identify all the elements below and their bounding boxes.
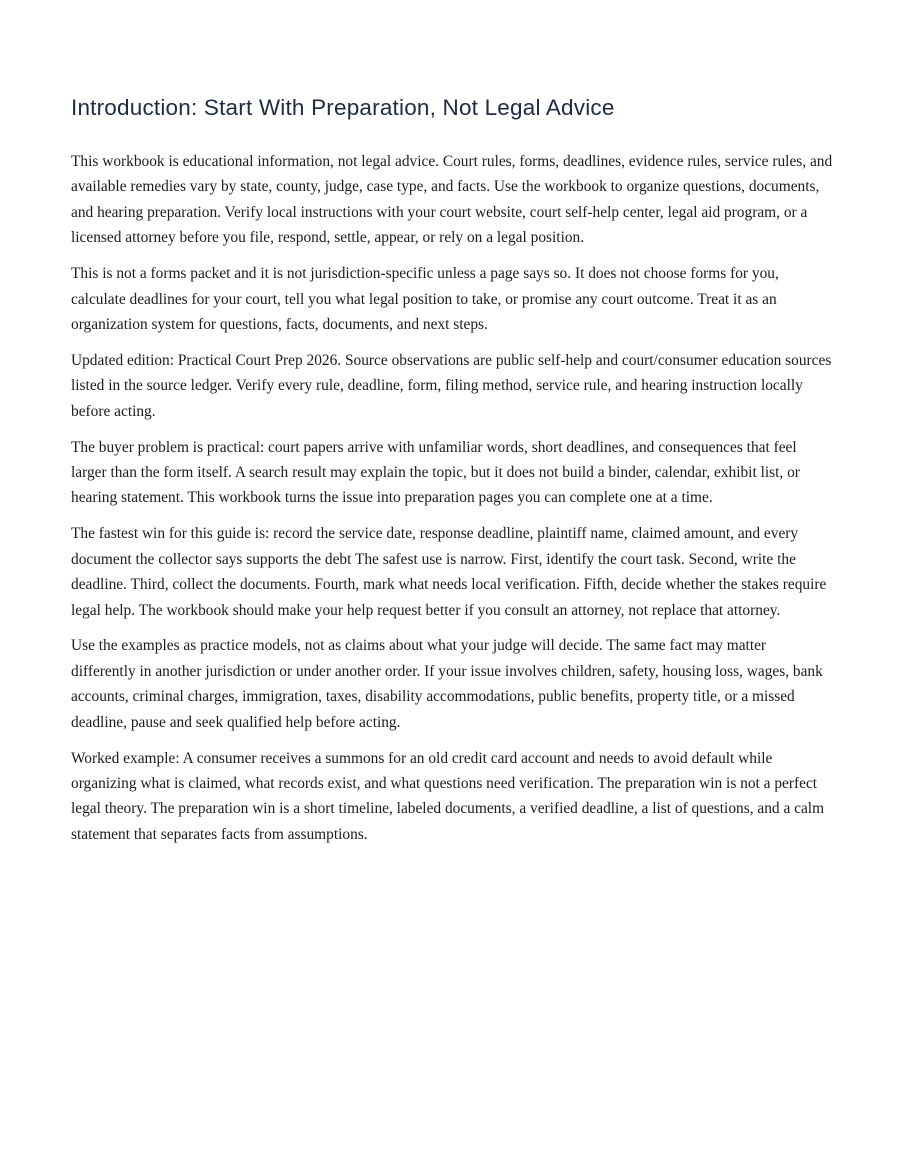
paragraph-buyer-problem: The buyer problem is practical: court papers arrive with unfamiliar words, short deadlines, and consequences that feel larger than the form itself. A search result may explain the topic, but it does not build a binder, calendar, exhibit list, or hearing statement. This workbook turns the issue into preparation pages you can complete one at a time. (71, 438, 800, 507)
paragraph-scope: This is not a forms packet and it is not jurisdiction-specific unless a page says so. It does not choose forms for you, calculate deadlines for your court, tell you what legal position to take, or promise any court outcome. Treat it as an organization system for questions, facts, documents, and next steps. (71, 265, 779, 333)
paragraph-fastest-win: The fastest win for this guide is: record the service date, response deadline, plaintiff name, claimed amount, and every document the collector says supports the debt The safest use is narrow. First, identify the court task. Second, write the deadline. Third, collect the documents. Fourth, mark what needs local verification. Fifth, decide whether the stakes require legal help. The workbook should make your help request better if you consult an attorney, not replace that attorney. (71, 525, 827, 619)
paragraph-disclaimer: This workbook is educational information, not legal advice. Court rules, forms, deadlines, evidence rules, service rules, and available remedies vary by state, county, judge, case type, and facts. Use the workbook to organize questions, documents, and hearing preparation. Verify local instructions with your court website, court self-help center, legal aid program, or a licensed attorney before you file, respond, settle, appear, or rely on a legal position. (71, 153, 833, 247)
document-page (71, 92, 833, 858)
paragraph-worked-example: Worked example: A consumer receives a summons for an old credit card account and needs to avoid default while organizing what is claimed, what records exist, and what questions need verification. The preparation win is not a perfect legal theory. The preparation win is a short timeline, labeled documents, a verified deadline, a list of questions, and a calm statement that separates facts from assumptions. (71, 749, 825, 843)
paragraph-examples: Use the examples as practice models, not as claims about what your judge will decide. The same fact may matter differently in another jurisdiction or under another order. If your issue involves children, safety, housing loss, wages, bank accounts, criminal charges, immigration, taxes, disability accommodations, public benefits, property title, or a missed deadline, pause and seek qualified help before acting. (71, 637, 823, 731)
page-title: Introduction: Start With Preparation, Not Legal Advice (71, 95, 615, 120)
paragraph-edition: Updated edition: Practical Court Prep 2026. Source observations are public self-help and court/consumer education sources listed in the source ledger. Verify every rule, deadline, form, filing method, service rule, and hearing instruction locally before acting. (71, 351, 832, 420)
